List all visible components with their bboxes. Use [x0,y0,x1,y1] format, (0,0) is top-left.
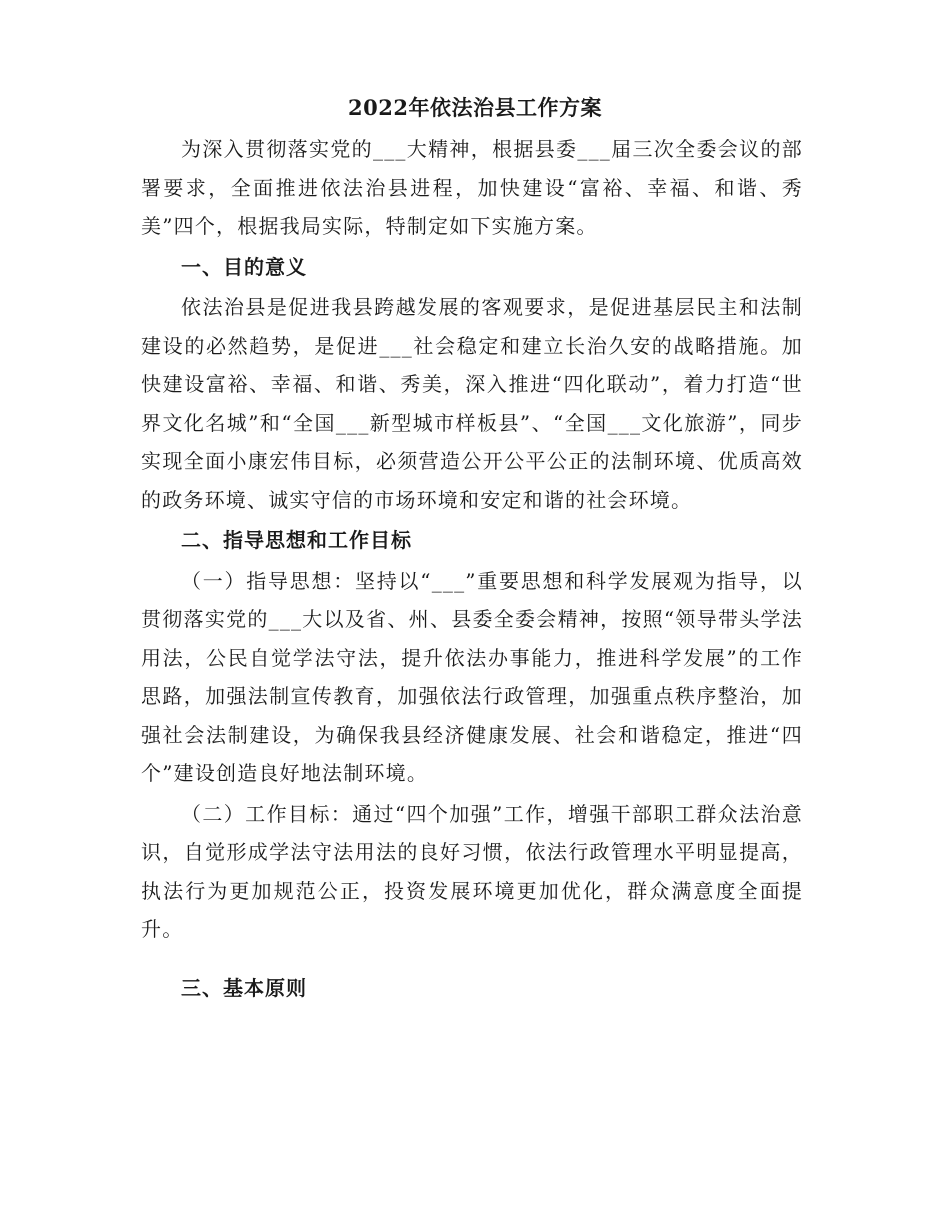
section-heading-guidance: 二、指导思想和工作目标 [181,528,412,552]
section-heading-purpose: 一、目的意义 [181,254,307,279]
document-body [141,130,803,1007]
guiding-ideology-paragraph: （一）指导思想：坚持以“___”重要思想和科学发展观为指导，以贯彻落实党的___大以及省、州、县委全委会精神，按照“领导带头学法用法，公民自觉学法守法，提升依法办事能力，推进科学发展”的工作思路，加强法制宣传教育，加强依法行政管理，加强重点秩序整治，加强社会法制建设，为确保我县经济健康发展、社会和谐稳定，推进“四个”建设创造良好地法制环境。 [141,568,803,785]
section-heading-principles: 三、基本原则 [181,975,307,1000]
document-title: 2022年依法治县工作方案 [348,95,602,120]
work-goal-paragraph: （二）工作目标：通过“四个加强”工作，增强干部职工群众法治意识，自觉形成学法守法用法的良好习惯，依法行政管理水平明显提高，执法行为更加规范公正，投资发展环境更加优化，群众满意度全面提升。 [141,801,803,941]
purpose-paragraph: 依法治县是促进我县跨越发展的客观要求，是促进基层民主和法制建设的必然趋势，是促进___社会稳定和建立长治久安的战略措施。加快建设富裕、幸福、和谐、秀美，深入推进“四化联动”，着力打造“世界文化名城”和“全国___新型城市样板县”、“全国___文化旅游”，同步实现全面小康宏伟目标，必须营造公开公平公正的法制环境、优质高效的政务环境、诚实守信的市场环境和安定和谐的社会环境。 [141,295,803,512]
intro-paragraph: 为深入贯彻落实党的___大精神，根据县委___届三次全委会议的部署要求，全面推进依法治县进程，加快建设“富裕、幸福、和谐、秀美”四个，根据我局实际，特制定如下实施方案。 [141,137,803,238]
